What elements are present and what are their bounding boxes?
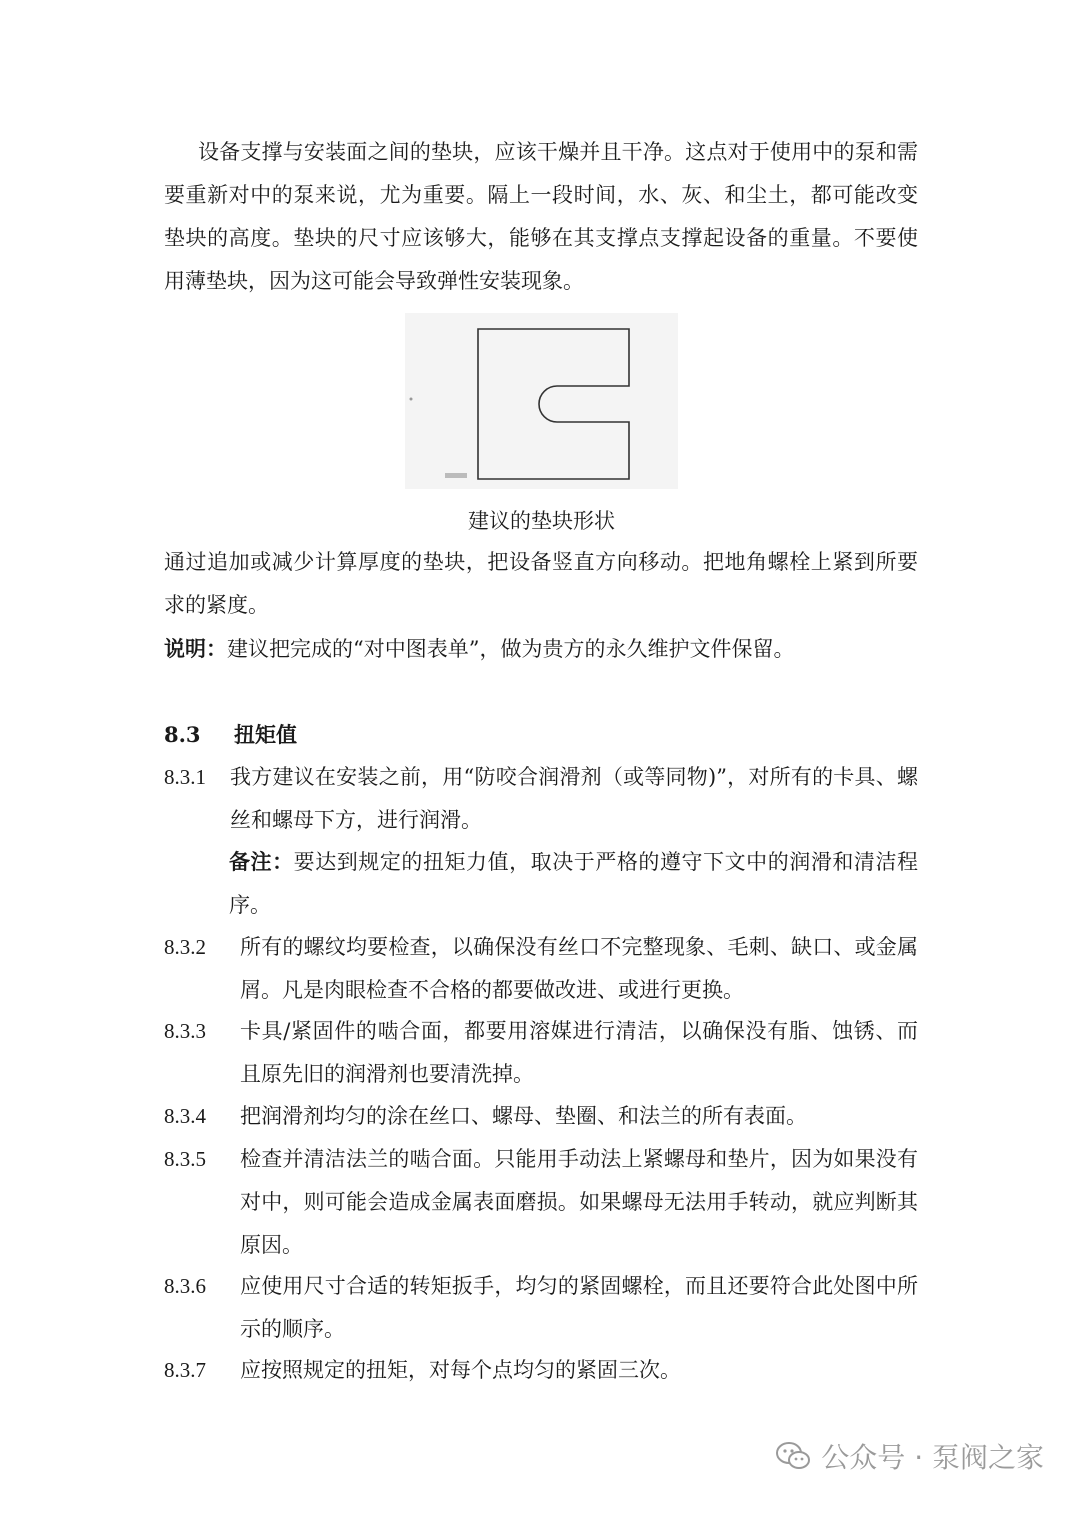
remark-text: 要达到规定的扭矩力值，取决于严格的遵守下文中的润滑和清洁程序。 [229, 850, 919, 917]
item-text: 应使用尺寸合适的转矩扳手，均匀的紧固螺栓，而且还要符合此处图中所示的顺序。 [240, 1274, 918, 1341]
item-number: 8.3.7 [164, 1358, 206, 1382]
item-text: 把润滑剂均匀的涂在丝口、螺母、垫圈、和法兰的所有表面。 [240, 1104, 807, 1128]
item-number: 8.3.2 [164, 935, 206, 959]
list-item [164, 1138, 918, 1267]
after-figure-paragraph: 通过追加或减少计算厚度的垫块，把设备竖直方向移动。把地角螺栓上紧到所要求的紧度。 [164, 550, 918, 617]
account-watermark [775, 1434, 1044, 1478]
shim-figure [405, 313, 678, 489]
list-item [164, 926, 918, 1012]
item-number: 8.3.1 [164, 765, 206, 789]
item-number: 8.3.6 [164, 1274, 206, 1298]
item-number: 8.3.4 [164, 1104, 206, 1128]
item-number: 8.3.5 [164, 1147, 206, 1171]
section-heading [164, 713, 297, 756]
item-text: 我方建议在安装之前，用“防咬合润滑剂（或等同物)”，对所有的卡具、螺丝和螺母下方，进行润滑。 [230, 765, 918, 832]
remark-paragraph [229, 840, 918, 927]
list-item [164, 1349, 918, 1392]
list-item [164, 1265, 918, 1351]
note-label: 说明： [164, 636, 227, 661]
figure-caption: 建议的垫块形状 [468, 509, 615, 533]
section-title: 扭矩值 [234, 722, 297, 747]
section-number: 8.3 [164, 722, 201, 747]
remark-label: 备注： [229, 849, 294, 874]
note-paragraph [164, 627, 918, 671]
intro-paragraph: 设备支撑与安装面之间的垫块，应该干燥并且干净。这点对于使用中的泵和需要重新对中的泵来说，尤为重要。隔上一段时间，水、灰、和尘土，都可能改变垫块的高度。垫块的尺寸应该够大，能够在其支撑点支撑起设备的重量。不要使用薄垫块，因为这可能会导致弹性安装现象。 [164, 140, 918, 293]
list-item [164, 756, 918, 842]
item-number: 8.3.3 [164, 1019, 206, 1043]
watermark-text: 公众号 · 泵阀之家 [821, 1441, 1044, 1474]
wechat-icon [775, 1441, 811, 1471]
item-text: 检查并清洁法兰的啮合面。只能用手动法上紧螺母和垫片，因为如果没有对中，则可能会造成金属表面磨损。如果螺母无法用手转动，就应判断其原因。 [240, 1147, 918, 1257]
item-text: 卡具/紧固件的啮合面，都要用溶媒进行清洁，以确保没有脂、蚀锈、而且原先旧的润滑剂也要清洗掉。 [240, 1019, 918, 1086]
item-text: 所有的螺纹均要检查，以确保没有丝口不完整现象、毛刺、缺口、或金属屑。凡是肉眼检查不合格的都要做改进、或进行更换。 [240, 935, 918, 1002]
list-item [164, 1095, 918, 1138]
u-shim-shape-drawing [405, 313, 678, 489]
note-text: 建议把完成的“对中图表单”，做为贵方的永久维护文件保留。 [227, 637, 795, 661]
list-item [164, 1010, 918, 1096]
item-text: 应按照规定的扭矩，对每个点均匀的紧固三次。 [240, 1358, 681, 1382]
